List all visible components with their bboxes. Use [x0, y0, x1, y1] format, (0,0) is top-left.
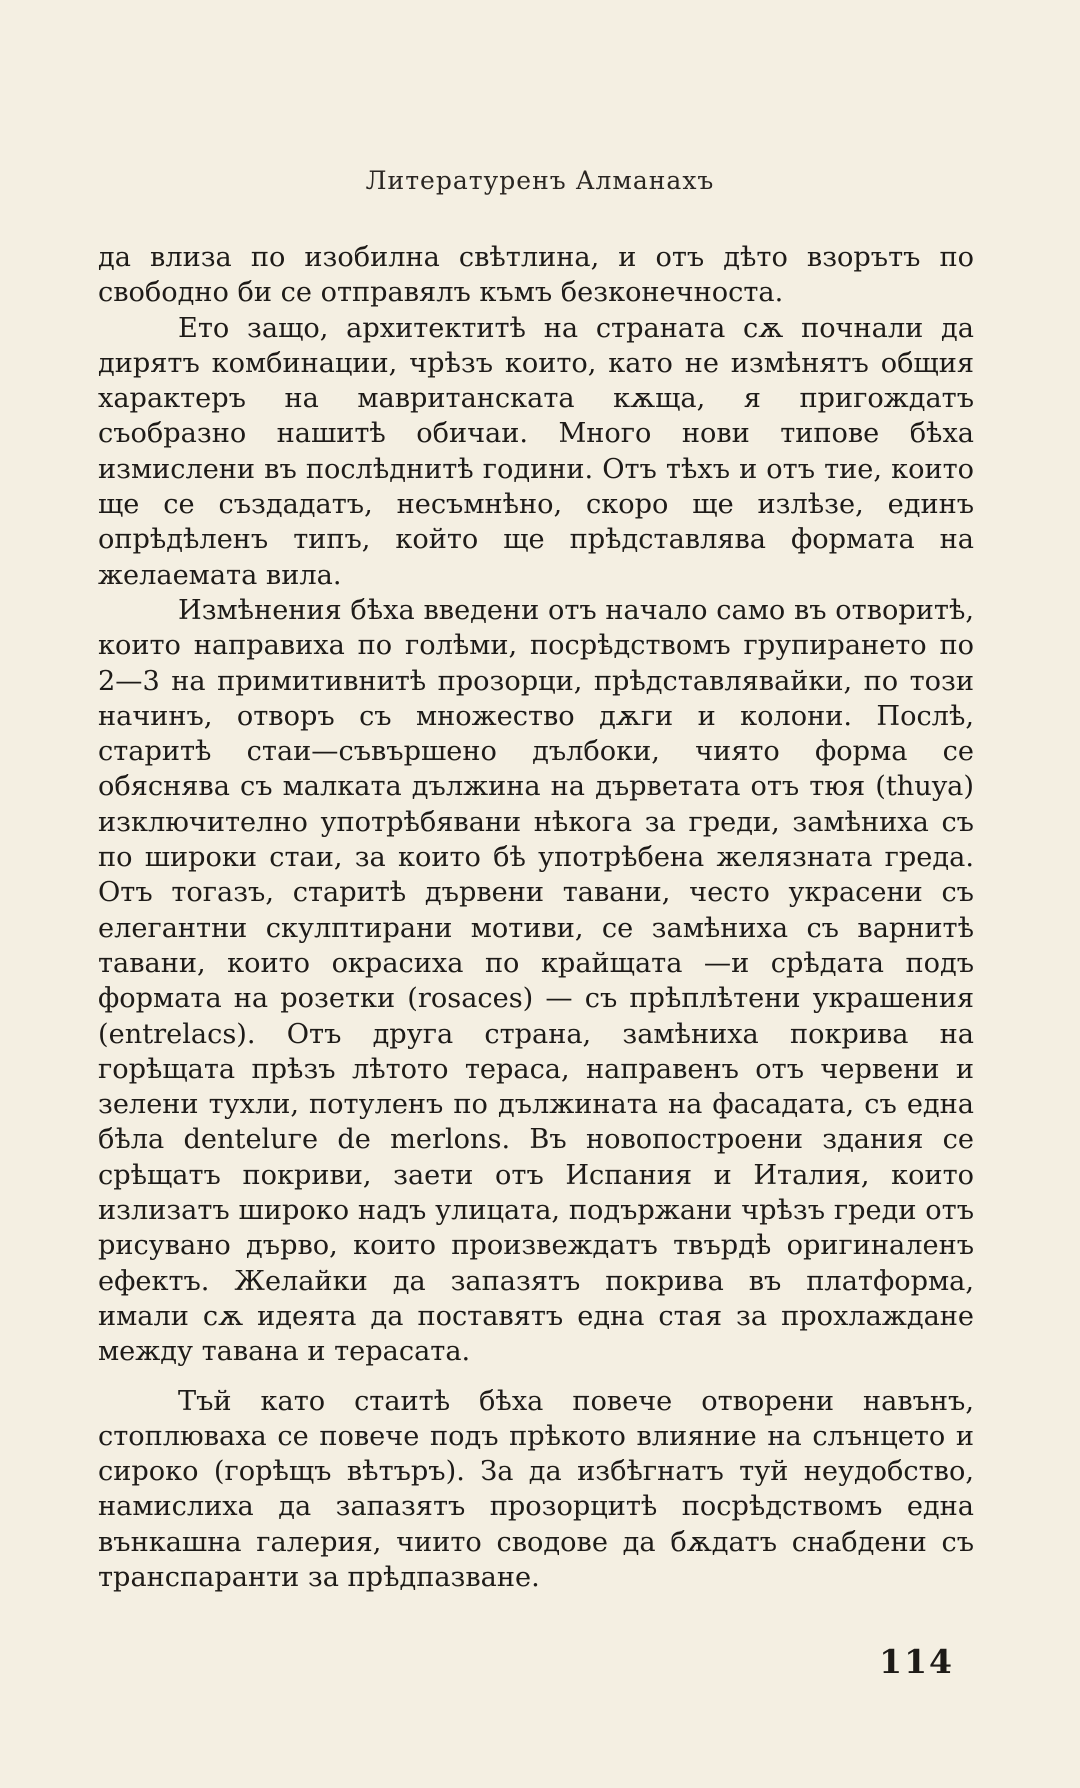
paragraph: Измѣнения бѣха введени отъ начало само въ отворитѣ, които направиха по голѣми, посрѣдствомъ групирането по 2—3 на примитивнитѣ прозорци, прѣдставлявайки, по този начинъ, отворъ съ множество дѫги и колони. Послѣ, старитѣ стаи—съвършено дълбоки, чиято форма се обяснява съ малката дължина на дърветата отъ тюя (thuya) изключително употрѣбявани нѣкога за греди, замѣниха съ по широки стаи, за които бѣ употрѣбена желязната греда. Отъ тогазъ, старитѣ дървени тавани, често украсени съ елегантни скулптирани мотиви, се замѣниха съ варнитѣ тавани, които окрасиха по крайщата —и срѣдата подъ формата на розетки (rosaces) — съ прѣплѣтени украшения (entrelacs). Отъ друга страна, замѣниха покрива на горѣщата прѣзъ лѣтото тераса, направенъ отъ червени и зелени тухли, потуленъ по дължината на фасадата, съ една бѣла denteluге de merlons. Въ новопостроени здания се срѣщатъ покриви, заети отъ Испания и Италия, които излизатъ широко надъ улицата, подържани чрѣзъ греди отъ рисувано дърво, които произвеждатъ твърдѣ оригиналенъ ефектъ. Желайки да запазятъ покрива въ платформа, имали сѫ идеята да поставятъ една стая за прохлаждане между тавана и терасата.	[98, 594, 974, 1368]
paragraph: Тъй като стаитѣ бѣха повече отворени навънъ, стоплюваха се повече подъ прѣкото влияние на слънцето и сироко (горѣщъ вѣтъръ). За да избѣгнатъ туй неудобство, намислиха да запазятъ прозорцитѣ посрѣдствомъ една вънкашна галерия, чиито сводове да бѫдатъ снабдени съ транспаранти за прѣдпазване.	[98, 1385, 974, 1593]
page-number: 114	[879, 1642, 954, 1681]
running-head: Литературенъ Алманахъ	[365, 166, 715, 195]
body-text	[98, 240, 974, 1595]
paragraph: Ето защо, архитектитѣ на страната сѫ почнали да дирятъ комбинации, чрѣзъ които, като не измѣнятъ общия характеръ на мавританската кѫща, я пригождатъ съобразно нашитѣ обичаи. Много нови типове бѣха измислени въ послѣднитѣ години. Отъ тѣхъ и отъ тие, които ще се създадатъ, несъмнѣно, скоро ще излѣзе, единъ опрѣдѣленъ типъ, който ще прѣдставлява формата на желаемата вила.	[98, 312, 974, 591]
paragraph-continuation: да влиза по изобилна свѣтлина, и отъ дѣто взорътъ по свободно би се отправялъ къмъ безконечноста.	[98, 242, 974, 309]
